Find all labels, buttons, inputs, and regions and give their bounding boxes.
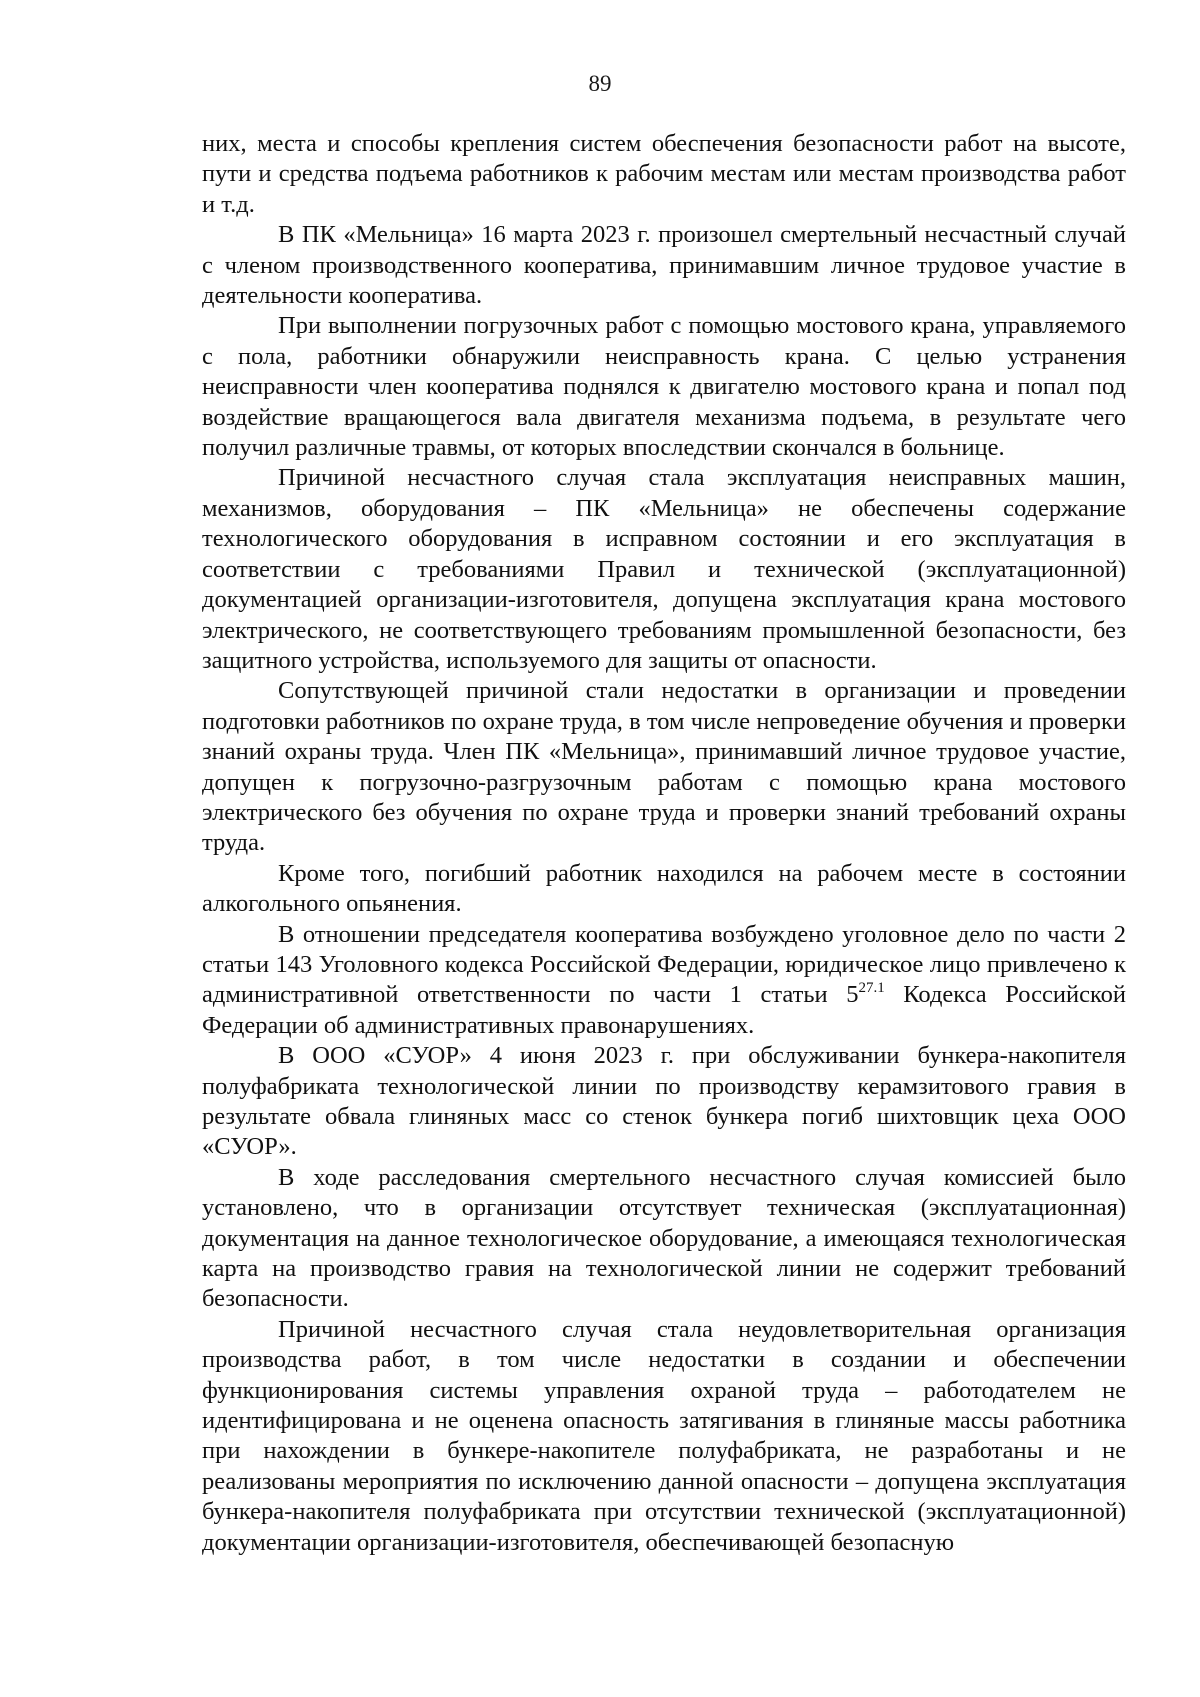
criminal-case-text: В отношении председателя кооператива возбуждено уголовное дело по части 2 статьи 143 Уголовного кодекса Российской Федерации, юридическое лицо привлечено к административной ответственности по части 1 статьи 5 — [202, 920, 1126, 1009]
paragraph-criminal-case — [202, 920, 1126, 1042]
criminal-case-text-end: Кодекса Российской Федерации об административных правонарушениях. — [202, 981, 1126, 1039]
paragraph-melnitsa-cause: Причиной несчастного случая стала эксплуатация неисправных машин, механизмов, оборудования – ПК «Мельница» не обеспечены содержание технологического оборудования в исправном состоянии и его эксплуатация в соответствии с требованиями Правил и технической (эксплуатационной) документацией организации-изготовителя, допущена эксплуатация крана мостового электрического, не соответствующего требованиям промышленной безопасности, без защитного устройства, используемого для защиты от опасности. — [202, 464, 1126, 674]
paragraph-intoxication: Кроме того, погибший работник находился на рабочем месте в состоянии алкогольного опьянения. — [202, 859, 1126, 918]
page-number: 89 — [588, 71, 612, 96]
document-body — [202, 129, 1126, 1558]
paragraph-continuation: них, места и способы крепления систем обеспечения безопасности работ на высоте, пути и средства подъема работников к рабочим местам или местам производства работ и т.д. — [202, 130, 1126, 218]
article-superscript: 27.1 — [858, 980, 885, 997]
paragraph-crane-work: При выполнении погрузочных работ с помощью мостового крана, управляемого с пола, работники обнаружили неисправность крана. С целью устранения неисправности член кооператива поднялся к двигателю мостового крана и попал под воздействие вращающегося вала двигателя механизма подъема, в результате чего получил различные травмы, от которых впоследствии скончался в больнице. — [202, 312, 1126, 462]
paragraph-suor-cause: Причиной несчастного случая стала неудовлетворительная организация производства работ, в том числе недостатки в создании и обеспечении функционирования системы управления охраной труда – работодателем не идентифицирована и не оценена опасность затягивания в глиняные массы работника при нахождении в бункере-накопителе полуфабриката, не разработаны и не реализованы мероприятия по исключению данной опасности – допущена эксплуатация бункера-накопителя полуфабриката при отсутствии технической (эксплуатационной) документации организации-изготовителя, обеспечивающей безопасную — [202, 1315, 1126, 1556]
paragraph-suor-incident: В ООО «СУОР» 4 июня 2023 г. при обслуживании бункера-накопителя полуфабриката технологической линии по производству керамзитового гравия в результате обвала глиняных масс со стенок бункера погиб шихтовщик цеха ООО «СУОР». — [202, 1042, 1126, 1161]
paragraph-melnitsa-secondary-cause: Сопутствующей причиной стали недостатки в организации и проведении подготовки работников по охране труда, в том числе непроведение обучения и проверки знаний охраны труда. Член ПК «Мельница», принимавший личное трудовое участие, допущен к погрузочно-разгрузочным работам с помощью крана мостового электрического без обучения по охране труда и проверки знаний требований охраны труда. — [202, 677, 1126, 857]
paragraph-melnitsa-incident: В ПК «Мельница» 16 марта 2023 г. произошел смертельный несчастный случай с членом производственного кооператива, принимавшим личное трудовое участие в деятельности кооператива. — [202, 221, 1126, 310]
paragraph-suor-investigation: В ходе расследования смертельного несчастного случая комиссией было установлено, что в организации отсутствует техническая (эксплуатационная) документация на данное технологическое оборудование, а имеющаяся технологическая карта на производство гравия на технологической линии не содержит требований безопасности. — [202, 1163, 1126, 1313]
